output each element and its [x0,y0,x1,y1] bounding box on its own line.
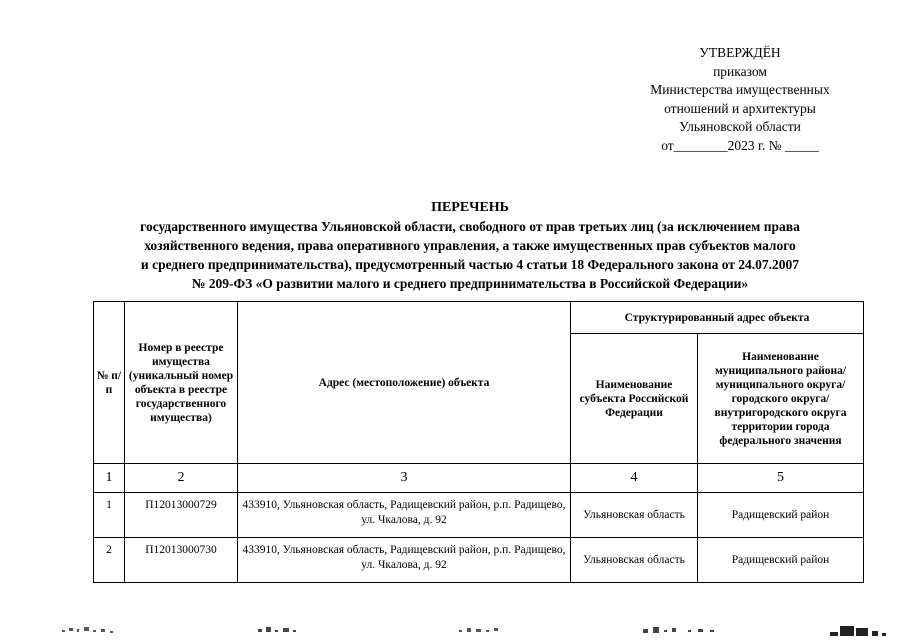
document-title [70,198,870,293]
scan-artifact [60,624,120,636]
subject-name: Ульяновская область [571,493,698,538]
scan-artifact [640,624,720,636]
header-municipal: Наименование муниципального района/муниципального округа/городского округа/внутригородского округа территории города федерального значения [698,334,864,464]
approval-line-order: приказом [713,63,767,79]
title-line-4: № 209-ФЗ «О развитии малого и среднего предпринимательства в Российской Федерации» [191,276,749,291]
property-table [93,301,864,583]
column-number: 4 [571,464,698,493]
column-number: 3 [238,464,571,493]
approval-line-ministry: Министерства имущественных [650,82,830,97]
header-registry-number: Номер в реестре имущества (уникальный номер объекта в реестре государственного имущества) [125,302,238,464]
title-heading: ПЕРЕЧЕНЬ [431,200,509,215]
column-number: 2 [125,464,238,493]
approval-line-region: Ульяновской области [679,119,801,134]
approval-line-approved: УТВЕРЖДЁН [699,45,781,60]
row-number: 1 [94,493,125,538]
scan-artifact [255,624,305,636]
approval-line-ministry-cont: отношений и архитектуры [664,100,816,116]
title-line-2: хозяйственного ведения, права оперативного управления, а также имущественных прав субъектов малого [144,238,796,253]
column-number: 1 [94,464,125,493]
scan-artifact [820,624,900,636]
table-row [94,538,864,583]
header-structured-address: Структурированный адрес объекта [571,302,864,334]
scan-artifact [455,624,505,636]
title-line-1: государственного имущества Ульяновской области, свободного от прав третьих лиц (за исключением права [140,219,800,234]
title-line-3: и среднего предпринимательства), предусмотренный частью 4 статьи 18 Федерального закона от 24.07.2007 [140,257,800,272]
row-number: 2 [94,538,125,583]
municipal-name: Радищевский район [698,538,864,583]
object-address: 433910, Ульяновская область, Радищевский район, р.п. Радищево, ул. Чкалова, д. 92 [238,493,571,538]
header-num: № п/п [94,302,125,464]
approval-stamp [620,44,860,155]
municipal-name: Радищевский район [698,493,864,538]
approval-line-date-number: от________2023 г. № _____ [661,137,819,153]
object-address: 433910, Ульяновская область, Радищевский район, р.п. Радищево, ул. Чкалова, д. 92 [238,538,571,583]
column-number-row [94,464,864,493]
registry-number: П12013000730 [125,538,238,583]
header-address: Адрес (местоположение) объекта [238,302,571,464]
subject-name: Ульяновская область [571,538,698,583]
header-subject: Наименование субъекта Российской Федерации [571,334,698,464]
registry-number: П12013000729 [125,493,238,538]
column-number: 5 [698,464,864,493]
table-row [94,493,864,538]
